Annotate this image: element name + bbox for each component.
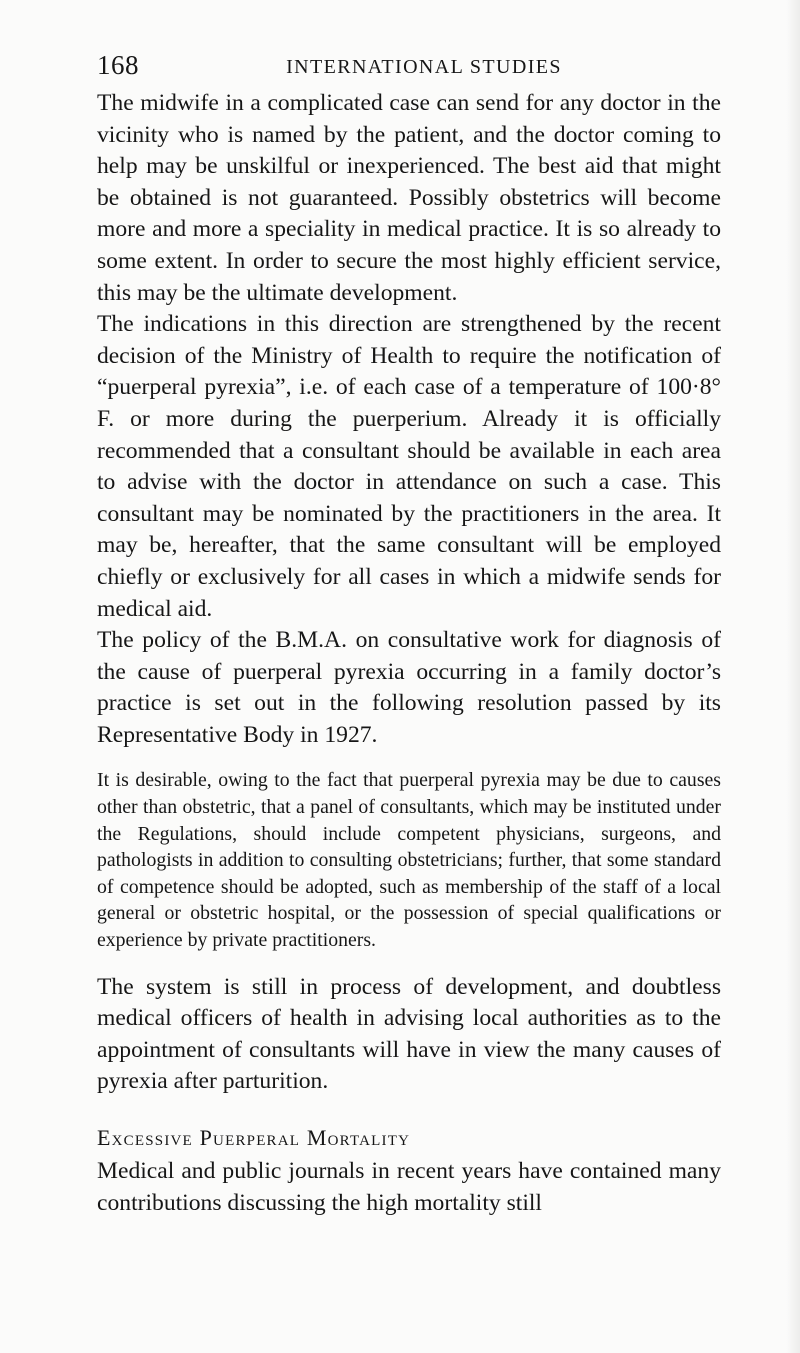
page-edge-shadow [786,0,800,1353]
block-quotation: It is desirable, owing to the fact that puerperal pyrexia may be due to causes other than obstetric, that a panel of consultants, which may be instituted under the Regulations, should include competent physicians, surgeons, and pathologists in addition to consulting obstetricians; further, that some standard of competence should be adopted, such as membership of the staff of a local general or obstetric hospital, or the possession of special qualifications or experience by private practitioners. [97,769,721,952]
paragraph-4: The system is still in process of development, and doubtless medical officers of health in advising local authorities as to the appointment of consultants will have in view the many causes of pyrexia after parturition. [97,973,721,1095]
paragraph-1: The midwife in a complicated case can send for any doctor in the vicinity who is named by the patient, and the doctor coming to help may be unskilful or inexperienced. The best aid that might be obtained is not guaranteed. Possibly obstetrics will become more and more a speciality in medical practice. It is so already to some extent. In order to secure the most highly efficient service, this may be the ultimate development. [97,90,721,306]
section-heading: Excessive Puerperal Mortality [97,1125,411,1150]
page-number: 168 [97,50,139,80]
running-head [97,50,721,88]
paragraph-5: Medical and public journals in recent years have contained many contributions discussing the high mortality still [97,1158,721,1216]
book-page [97,50,721,1219]
running-title: INTERNATIONAL STUDIES [286,56,562,78]
paragraph-2: The indications in this direction are strengthened by the recent decision of the Ministry of Health to require the notification of “puerperal pyrexia”, i.e. of each case of a temperature of 100·8° F. or more during the puerperium. Already it is officially recommended that a consultant should be available in each area to advise with the doctor in attendance on such a case. This consultant may be nominated by the practitioners in the area. It may be, hereafter, that the same consultant will be employed chiefly or exclusively for all cases in which a midwife sends for medical aid. [97,311,721,622]
paragraph-3: The policy of the B.M.A. on consultative work for diagnosis of the cause of puerperal pyrexia occurring in a family doctor’s practice is set out in the following resolution passed by its Representative Body in 1927. [97,627,721,748]
